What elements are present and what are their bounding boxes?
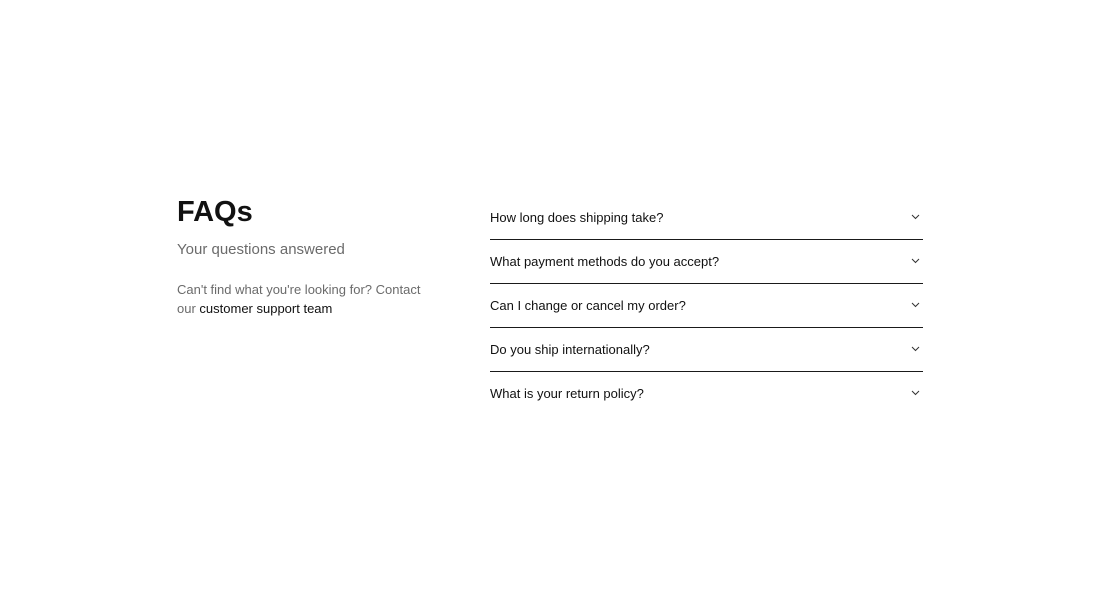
- page-subtitle: Your questions answered: [177, 241, 345, 258]
- faq-question-payment-methods[interactable]: [490, 240, 923, 283]
- faq-section: [177, 196, 923, 415]
- faq-item: [490, 328, 923, 372]
- faq-intro: [177, 196, 490, 415]
- faq-question-change-order[interactable]: [490, 284, 923, 327]
- faq-question-label: How long does shipping take?: [490, 209, 664, 225]
- customer-support-link[interactable]: customer support team: [199, 301, 333, 316]
- faq-item: [490, 284, 923, 328]
- page-title: FAQs: [177, 196, 253, 228]
- faq-question-label: What payment methods do you accept?: [490, 253, 720, 269]
- faq-question-international-shipping[interactable]: [490, 328, 923, 371]
- faq-item: [490, 196, 923, 240]
- chevron-down-icon[interactable]: [909, 299, 921, 311]
- faq-question-shipping-time[interactable]: [490, 196, 923, 239]
- chevron-down-icon[interactable]: [909, 343, 921, 355]
- chevron-down-icon[interactable]: [909, 387, 921, 399]
- faq-accordion: [490, 196, 923, 415]
- faq-question-label: Do you ship internationally?: [490, 341, 650, 357]
- faq-question-label: Can I change or cancel my order?: [490, 297, 686, 313]
- help-text: [177, 280, 437, 318]
- help-text-prefix: Can't find what you're looking for? Contact our: [177, 282, 421, 316]
- faq-item: [490, 372, 923, 415]
- faq-item: [490, 240, 923, 284]
- chevron-down-icon[interactable]: [909, 255, 921, 267]
- faq-question-label: What is your return policy?: [490, 385, 644, 401]
- chevron-down-icon[interactable]: [909, 211, 921, 223]
- faq-question-return-policy[interactable]: [490, 372, 923, 415]
